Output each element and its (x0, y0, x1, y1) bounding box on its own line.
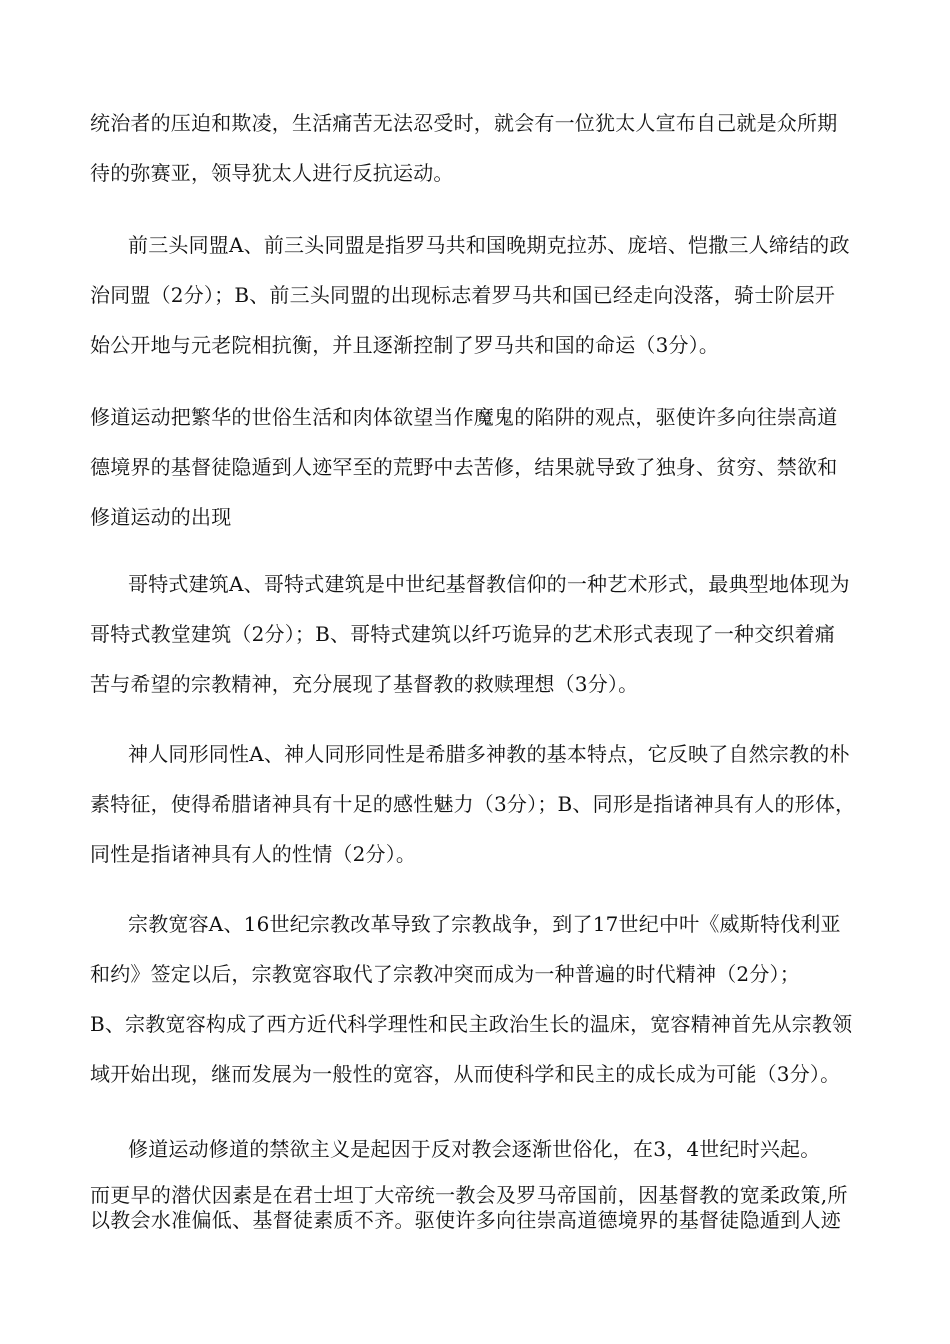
text-line: 哥特式建筑A、哥特式建筑是中世纪基督教信仰的一种艺术形式，最典型地体现为 (128, 572, 850, 596)
text-line: 域开始出现，继而发展为一般性的宽容，从而使科学和民主的成长成为可能（3分）。 (90, 1062, 841, 1086)
text-line: 修道运动修道的禁欲主义是起因于反对教会逐渐世俗化，在3，4世纪时兴起。 (128, 1137, 821, 1161)
text-line: 前三头同盟A、前三头同盟是指罗马共和国晚期克拉苏、庞培、恺撒三人缔结的政 (128, 233, 850, 257)
text-line: 修道运动的出现 (90, 505, 232, 529)
text-line: 而更早的潜伏因素是在君士坦丁大帝统一教会及罗马帝国前，因基督教的宽柔政策,所 (90, 1183, 848, 1207)
text-line: 统治者的压迫和欺凌，生活痛苦无法忍受时，就会有一位犹太人宣布自己就是众所期 (90, 111, 838, 135)
text-line: 以教会水准偏低、基督徒素质不齐。驱使许多向往崇高道德境界的基督徒隐遁到人迹 (90, 1208, 842, 1232)
text-line: B、宗教宽容构成了西方近代科学理性和民主政治生长的温床，宽容精神首先从宗教领 (90, 1012, 853, 1036)
text-line: 修道运动把繁华的世俗生活和肉体欲望当作魔鬼的陷阱的观点，驱使许多向往崇高道 (90, 405, 838, 429)
text-line: 待的弥赛亚，领导犹太人进行反抗运动。 (90, 161, 454, 185)
text-line: 苦与希望的宗教精神，充分展现了基督教的救赎理想（3分）。 (90, 672, 639, 696)
text-line: 宗教宽容A、16世纪宗教改革导致了宗教战争，到了17世纪中叶《威斯特伐利亚 (128, 912, 841, 936)
text-line: 治同盟（2分）；B、前三头同盟的出现标志着罗马共和国已经走向没落，骑士阶层开 (90, 283, 836, 307)
text-line: 素特征，使得希腊诸神具有十足的感性魅力（3分）；B、同形是指诸神具有人的形体， (90, 792, 856, 816)
text-line: 和约》签定以后，宗教宽容取代了宗教冲突而成为一种普遍的时代精神（2分）； (90, 962, 800, 986)
text-line: 始公开地与元老院相抗衡，并且逐渐控制了罗马共和国的命运（3分）。 (90, 333, 720, 357)
text-line: 神人同形同性A、神人同形同性是希腊多神教的基本特点，它反映了自然宗教的朴 (128, 742, 850, 766)
text-line: 哥特式教堂建筑（2分）；B、哥特式建筑以纤巧诡异的艺术形式表现了一种交织着痛 (90, 622, 836, 646)
text-line: 同性是指诸神具有人的性情（2分）。 (90, 842, 417, 866)
text-line: 德境界的基督徒隐遁到人迹罕至的荒野中去苦修，结果就导致了独身、贫穷、禁欲和 (90, 455, 838, 479)
